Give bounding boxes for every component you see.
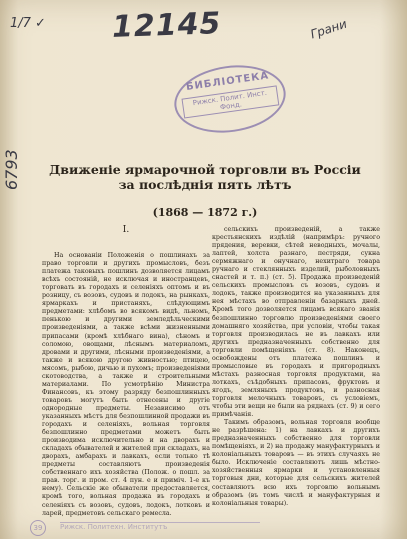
library-stamp — [170, 59, 290, 140]
stamp-line-1: БИБЛІОТЕКА — [185, 70, 270, 93]
inventory-number: 12145 — [111, 6, 222, 45]
side-handwritten-number: 6793 — [2, 149, 21, 190]
document-title: Движеніе ярмарочной торговли въ Россіи за послѣднія пять лѣтъ — [49, 162, 361, 192]
paragraph: Такимъ образомъ, вольная торговля вообще не разрѣшена: 1) на лавкахъ и другихъ предназначенныхъ собственно для торговли помѣщеніяхъ, и 2) на продажу мануфактурныхъ и колоніальныхъ товаровъ — въ этихъ случаяхъ не было. Исключеніе составляютъ лишь мѣстно-хозяйственныя ярмарки и установленныя торговыя дни, которые для сельскихъ жителей составляютъ всю ихъ торговлю вольнымъ образомъ (въ томъ числѣ и мануфактурныя и колоніальныя товары). — [212, 419, 380, 507]
document-years: (1868 — 1872 г.) — [152, 206, 258, 219]
page-marker: 39 — [30, 520, 46, 536]
pencil-note: Грани — [308, 16, 349, 42]
text-column-right — [212, 226, 380, 508]
corner-handwritten-mark: 1/7 ✓ — [10, 16, 46, 31]
bottom-stamp: Рижск. Политехн. Институтъ — [60, 522, 260, 537]
stamp-line-2: Рижск. Полит. Инст. Фонд. — [181, 85, 279, 118]
section-number: I. — [122, 225, 130, 235]
text-column-left — [42, 226, 210, 518]
paragraph: сельскихъ произведеній, а также крестьянскихъ издѣлій (напримѣръ: ручного прядения, веревки, сѣтей неводныхъ, мочалы, лаптей, холста разнаго, пестряди, сукна сермяжнаго и онучнаго, нехитраго товара ручнаго и стеклянныхъ изделий, рыболовныхъ снастей и т. п.) (ст. 5). Продажа произведеній сельскихъ промысловъ съ возовъ, судовъ и лодокъ, также производится на указанныхъ для нея мѣстахъ во отправленіи базарныхъ дней. Кромѣ того дозволяется лицамъ всякаго званія безпошлинно торговлю произведеніями своего домашняго хозяйства, при условіи, чтобы такая торговля производилась не въ лавкахъ или другихъ предназначенныхъ собственно для торговли помѣщеніяхъ (ст. 8). Наконецъ, освобождены отъ платежа пошлинъ и промысловые въ городахъ и пригородныхъ мѣстахъ разносная торговля продуктами, на лоткахъ, съѣдобныхъ припасовъ, фруктовъ и ягодъ, земляныхъ продуктовъ, и разносная торговля мелочныхъ товаровъ, съ условіемъ, чтобы эти вещи не были на ряднахъ (ст. 9) и сего примѣчанія. — [212, 226, 380, 419]
paragraph: На основаніи Положенія о пошлинахъ за право торговли и другихъ промысловъ, безъ платежа таковыхъ пошлинъ дозволяется лицамъ всѣхъ состояній, не исключая и иностранцевъ, торговать въ городахъ и селеніяхъ оптомъ и въ розницу, съ возовъ, судовъ и лодокъ, на рынкахъ, ярмаркахъ и пристаняхъ, слѣдующимъ предметами: хлѣбомъ во всякомъ видѣ, льномъ, пенькою и другими земледѣльческими произведеніями, а также всѣми жизненными припасами (кромѣ хлѣбнаго вина), сѣномъ и соломою, овощами, лѣснымъ материаломъ, дровами и другими, лѣсными произведеніями, а также и всякою другою живностью; птицею, мясомъ, рыбою, дичью и пухомъ; произведеніями скотоводства, а также и строительными материалами. По усмотрѣнію Министра Финансовъ, къ этому разряду безпошлинныхъ товаровъ могутъ быть отнесены и другіе однородные предметы. Независимо отъ указанныхъ мѣстъ для безпошлинной продажи въ городахъ и селеніяхъ, вольная торговля безпошлинно предметами можетъ быть производима исключительно и на дворахъ и складахъ обывателей и жителей при складахъ, на дворахъ, амбарахъ и лавкахъ, если только тѣ предметы составляютъ произведенія собственнаго ихъ хозяйства (Полож. о пошл. за прав. торг. и пром. ст. 4 пун. е и приміч. 1-е къ нему). Сельскіе же обыватели предоставляется, кромѣ того, вольная продажа въ городахъ и селеніяхъ съ возовъ, судовъ, лодокъ, лотковъ и ларей, предметовъ сельскаго ремесла. — [42, 252, 210, 517]
